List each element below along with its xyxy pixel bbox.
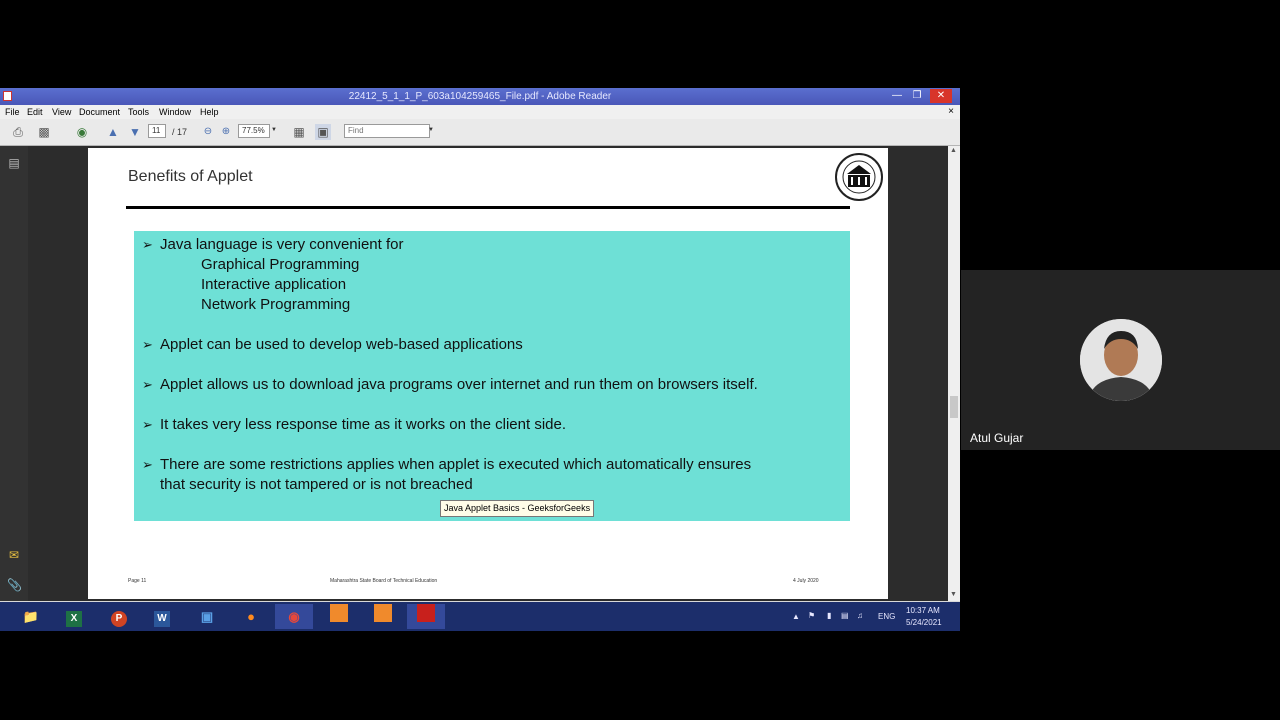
zoom-dropdown-icon[interactable]: ▼ xyxy=(271,127,277,133)
bullet-1: Java language is very convenient for xyxy=(160,236,404,253)
restore-button[interactable]: ❐ xyxy=(912,90,922,101)
powerpoint-icon[interactable]: P xyxy=(100,604,138,629)
sub-bullet-1: Graphical Programming xyxy=(201,256,360,273)
scroll-up-icon[interactable]: ▲ xyxy=(950,147,957,154)
person-photo-icon xyxy=(1080,319,1162,401)
footer-date: 4 July 2020 xyxy=(793,578,819,584)
bullet-4: It takes very less response time as it works on the client side. xyxy=(160,416,567,433)
pages-icon[interactable]: ▤ xyxy=(8,156,20,170)
bullet-arrow-icon: ➢ xyxy=(142,377,153,392)
chrome-icon[interactable]: ◉ xyxy=(275,604,313,629)
msbte-logo xyxy=(834,152,884,202)
participant-name: Atul Gujar xyxy=(970,431,1024,445)
menu-help[interactable]: Help xyxy=(200,107,219,117)
page-total: / 17 xyxy=(172,127,188,137)
window-title: 22412_5_1_1_P_603a104259465_File.pdf - Adobe Reader xyxy=(348,91,612,102)
print-icon[interactable]: ⎙ xyxy=(13,125,23,139)
network-icon[interactable]: ▤ xyxy=(841,611,849,620)
adobe-reader-window xyxy=(0,88,960,631)
tray-chevron-icon[interactable]: ▲ xyxy=(792,612,800,621)
toolbar xyxy=(0,119,960,146)
title-bar xyxy=(0,88,960,105)
file-explorer-icon[interactable]: 📁 xyxy=(22,609,40,624)
attachments-icon[interactable]: 📎 xyxy=(7,578,22,592)
share-icon[interactable]: ◉ xyxy=(76,125,88,139)
prev-page-icon[interactable]: ▲ xyxy=(107,125,119,139)
menu-document[interactable]: Document xyxy=(79,107,121,117)
fit-page-icon[interactable]: ▦ xyxy=(293,125,305,139)
footer-page: Page 11 xyxy=(128,578,147,584)
participant-avatar xyxy=(1080,319,1162,401)
vertical-scrollbar[interactable] xyxy=(948,146,960,601)
save-icon[interactable]: ▩ xyxy=(38,125,50,139)
content-box xyxy=(134,231,850,521)
bullet-arrow-icon: ➢ xyxy=(142,417,153,432)
bullet-5: There are some restrictions applies when applet is executed which automatically ensures xyxy=(160,456,752,473)
fit-width-icon[interactable]: ▣ xyxy=(315,124,331,140)
sub-bullet-3: Network Programming xyxy=(201,296,351,313)
word-icon[interactable]: W xyxy=(143,604,181,629)
bullet-2: Applet can be used to develop web-based applications xyxy=(160,336,523,353)
excel-icon[interactable]: X xyxy=(55,604,93,629)
orange-app-1-icon[interactable] xyxy=(320,604,358,629)
link-tooltip: Java Applet Basics - GeeksforGeeks xyxy=(440,500,594,517)
scroll-thumb[interactable] xyxy=(950,396,958,418)
find-dropdown-icon[interactable]: ▼ xyxy=(428,127,434,133)
bullet-arrow-icon: ➢ xyxy=(142,237,153,252)
firefox-icon[interactable]: ● xyxy=(247,609,255,624)
navigation-pane xyxy=(0,146,28,601)
tray-flag-icon[interactable]: ⚑ xyxy=(808,611,816,620)
menu-edit[interactable]: Edit xyxy=(27,107,43,117)
scroll-down-icon[interactable]: ▼ xyxy=(950,591,957,598)
clock-time[interactable]: 10:37 AM xyxy=(906,606,940,615)
zoom-level-input[interactable]: 77.5% xyxy=(238,124,270,138)
next-page-icon[interactable]: ▼ xyxy=(129,125,141,139)
zoom-in-icon[interactable]: ⊕ xyxy=(221,126,231,137)
minimize-button[interactable]: — xyxy=(892,90,902,101)
menu-tools[interactable]: Tools xyxy=(128,107,150,117)
adobe-reader-taskbar-icon[interactable] xyxy=(407,604,445,629)
menu-bar xyxy=(0,105,960,119)
participant-video-tile[interactable] xyxy=(961,270,1280,450)
comments-icon[interactable]: ✉ xyxy=(8,548,20,562)
battery-icon[interactable]: ▮ xyxy=(827,611,832,620)
orange-app-2-icon[interactable] xyxy=(364,604,402,629)
menu-file[interactable]: File xyxy=(5,107,20,117)
notepad-icon[interactable]: ▣ xyxy=(200,609,214,624)
bullet-3: Applet allows us to download java programs over internet and run them on browsers itself. xyxy=(160,376,758,393)
sub-bullet-2: Interactive application xyxy=(201,276,347,293)
page-number-input[interactable]: 11 xyxy=(148,124,166,138)
menu-window[interactable]: Window xyxy=(159,107,192,117)
footer-org: Maharashtra State Board of Technical Education xyxy=(330,578,438,584)
find-input[interactable]: Find xyxy=(344,124,430,138)
volume-icon[interactable]: ♫ xyxy=(857,611,863,620)
windows-taskbar xyxy=(0,602,960,631)
bullet-arrow-icon: ➢ xyxy=(142,337,153,352)
close-document-icon[interactable]: × xyxy=(948,106,954,117)
language-indicator[interactable]: ENG xyxy=(878,612,896,621)
close-button[interactable]: ✕ xyxy=(930,89,952,103)
slide-title: Benefits of Applet xyxy=(128,168,253,185)
bullet-arrow-icon: ➢ xyxy=(142,457,153,472)
bullet-5-continued: that security is not tampered or is not breached xyxy=(160,476,473,493)
title-divider xyxy=(126,206,850,209)
pdf-page xyxy=(88,148,888,599)
menu-view[interactable]: View xyxy=(52,107,72,117)
zoom-out-icon[interactable]: ⊖ xyxy=(203,126,213,137)
clock-date[interactable]: 5/24/2021 xyxy=(906,618,942,627)
